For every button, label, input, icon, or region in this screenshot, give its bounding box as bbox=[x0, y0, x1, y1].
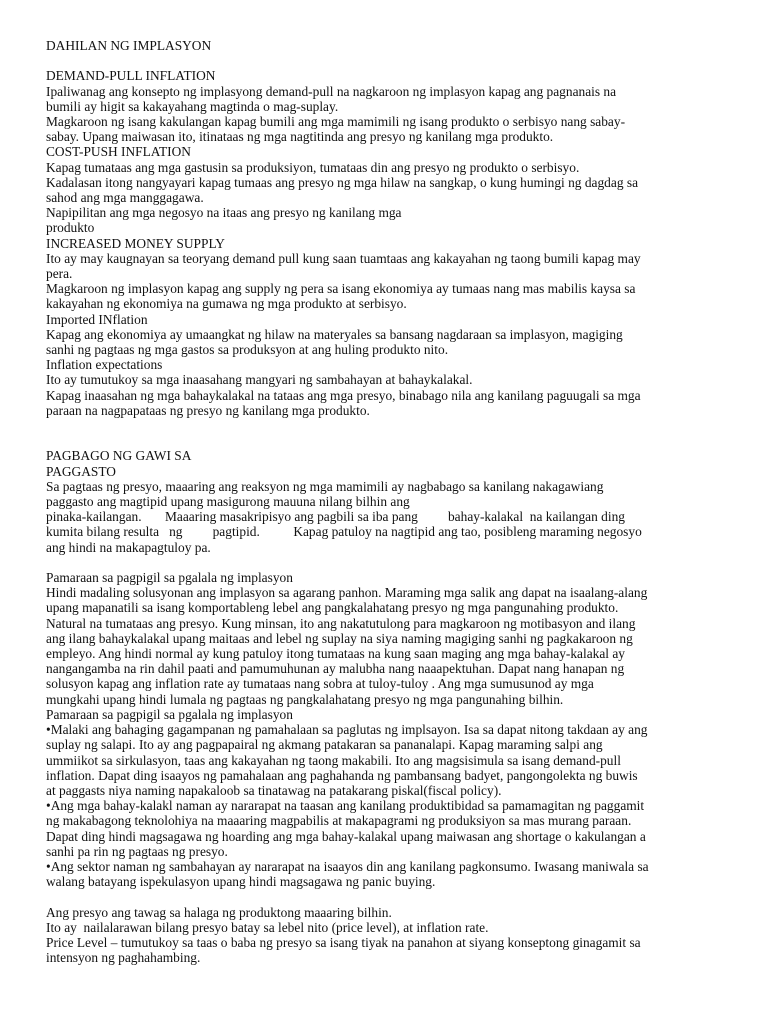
paragraph-line: Natural na tumataas ang presyo. Kung minsan, ito ang nakatutulong para magkaroon ng motibasyon and ilang bbox=[46, 615, 636, 631]
paragraph-line: sahod ang mga manggagawa. bbox=[46, 190, 204, 206]
paragraph-line: sabay. Upang maiwasan ito, itinataas ng mga nagtitinda ang presyo ng kanilang mga produkto. bbox=[46, 129, 554, 145]
paragraph-line: upang mapanatili sa isang komportableng lebel ang pangkalahatang presyo ng mga pangunahing produkto. bbox=[46, 600, 619, 616]
paragraph-line: Kapag ang ekonomiya ay umaangkat ng hilaw na materyales sa bansang nagdaraan sa implasyon, magiging bbox=[46, 326, 623, 342]
paragraph-line: empleyo. Ang hindi normal ay kung patuloy itong tumataas na kung saan maging ang mga bahay-kalakal ay bbox=[46, 646, 626, 662]
paragraph-line: kakayahan ng ekonomiya na gumawa ng mga produkto at serbisyo. bbox=[46, 296, 407, 312]
paragraph-line: pinaka-kailangan. Maaaring masakripisyo ang pagbili sa iba pang bahay-kalakal na kailangan ding bbox=[46, 509, 625, 525]
paragraph-line: sanhi ng pagtaas ng mga gastos sa produksyon at ang huling produkto nito. bbox=[46, 342, 449, 358]
paragraph-line: ng makabagong teknolohiya na maaaring magpabilis at makapagrami ng produksiyon sa mas murang paraan. bbox=[46, 813, 632, 829]
document-page bbox=[46, 38, 726, 965]
paragraph-line: Ipaliwanag ang konsepto ng implasyong demand-pull na nagkaroon ng implasyon kapag ang pagnanais na bbox=[46, 83, 617, 99]
section-heading: Inflation expectations bbox=[46, 357, 163, 373]
paragraph-line: kumita bilang resulta ng pagtipid. Kapag patuloy na nagtipid ang tao, posibleng maraming negosyo bbox=[46, 524, 642, 540]
paragraph-line: sanhi pa rin ng pagtaas ng presyo. bbox=[46, 843, 228, 859]
paragraph-line: ummiikot sa sirkulasyon, taas ang kakayahan ng taong makabili. Ito ang magsisimula sa isang demand-pull bbox=[46, 752, 621, 768]
paragraph-line: nangangamba na rin dahil paati and pamumuhunan ay malubha nang naaapektuhan. Dapat nang hanapan ng bbox=[46, 661, 625, 677]
paragraph-line: ang ilang bahaykalakal upang maitaas and lebel ng suplay na siya naming magiging sanhi ng pagkakaroon ng bbox=[46, 630, 633, 646]
section-heading: Pamaraan sa pagpigil sa pgalala ng implasyon bbox=[46, 706, 293, 722]
paragraph-line: solusyon kapag ang inflation rate ay tumataas nang sobra at tuloy-tuloy . Ang mga sumusunod ay mga bbox=[46, 676, 594, 692]
paragraph-line: •Ang mga bahay-kalakl naman ay nararapat na taasan ang kanilang produktibidad sa pamamagitan ng paggamit bbox=[46, 798, 645, 814]
paragraph-line: walang batayang ispekulasyon upang hindi magsagawa ng panic buying. bbox=[46, 874, 436, 890]
paragraph-line: at paggasts niya naming napakaloob sa tinatawag na patakarang piskal(fiscal policy). bbox=[46, 782, 502, 798]
paragraph-line: Kadalasan itong nangyayari kapag tumaas ang presyo ng mga hilaw na sangkap, o kung humingi ng dagdag sa bbox=[46, 174, 639, 190]
paragraph-line: Ito ay may kaugnayan sa teoryang demand pull kung saan tuamtaas ang kakayahan ng taong bumili kapag may bbox=[46, 250, 641, 266]
section-heading: COST-PUSH INFLATION bbox=[46, 144, 191, 160]
paragraph-line: bumili ay higit sa kakayahang magtinda o mag-suplay. bbox=[46, 98, 339, 114]
paragraph-line: Napipilitan ang mga negosyo na itaas ang presyo ng kanilang mga bbox=[46, 205, 402, 221]
paragraph-line: Kapag tumataas ang mga gastusin sa produksiyon, tumataas din ang presyo ng produkto o serbisyo. bbox=[46, 159, 580, 175]
paragraph-line: Price Level – tumutukoy sa taas o baba ng presyo sa isang tiyak na panahon at siyang konseptong ginagamit sa bbox=[46, 934, 641, 950]
section-heading: Pamaraan sa pagpigil sa pgalala ng implasyon bbox=[46, 570, 293, 586]
paragraph-line: Kapag inaasahan ng mga bahaykalakal na tataas ang mga presyo, binabago nila ang kanilang paguugali sa mga bbox=[46, 387, 641, 403]
section-heading: Imported INflation bbox=[46, 311, 148, 327]
section-heading: PAGGASTO bbox=[46, 463, 116, 479]
paragraph-line: Sa pagtaas ng presyo, maaaring ang reaksyon ng mga mamimili ay nagbabago sa kanilang nakagawiang bbox=[46, 478, 604, 494]
paragraph-line: pera. bbox=[46, 266, 73, 282]
paragraph-line: •Ang sektor naman ng sambahayan ay nararapat na isaayos din ang kanilang pagkonsumo. Iwasang maniwala sa bbox=[46, 858, 649, 874]
paragraph-line: Hindi madaling solusyonan ang implasyon sa agarang panhon. Maraming mga salik ang dapat na isaalang-alang bbox=[46, 585, 648, 601]
paragraph-line: paggasto ang magtipid upang masigurong mauuna nilang bilhin ang bbox=[46, 494, 410, 510]
paragraph-line: •Malaki ang bahaging gagampanan ng pamahalaan sa paglutas ng implsayon. Isa sa dapat nitong takdaan ay ang bbox=[46, 722, 648, 738]
section-heading: DEMAND-PULL INFLATION bbox=[46, 68, 216, 84]
paragraph-line: Ito ay tumutukoy sa mga inaasahang mangyari ng sambahayan at bahaykalakal. bbox=[46, 372, 473, 388]
paragraph-line: Magkaroon ng implasyon kapag ang supply ng pera sa isang ekonomiya ay tumaas nang mas mabilis kaysa sa bbox=[46, 281, 636, 297]
paragraph-line: suplay ng salapi. Ito ay ang pagpapairal ng akmang patakaran sa pananalapi. Kapag maraming salpi ang bbox=[46, 737, 603, 753]
paragraph-line: Dapat ding hindi magsagawa ng hoarding ang mga bahay-kalakal upang maiwasan ang shortage o kakulangan a bbox=[46, 828, 646, 844]
section-heading: PAGBAGO NG GAWI SA bbox=[46, 448, 192, 464]
section-heading: INCREASED MONEY SUPPLY bbox=[46, 235, 225, 251]
paragraph-line: produkto bbox=[46, 220, 95, 236]
paragraph-line: inflation. Dapat ding isaayos ng pamahalaan ang paghahanda ng pambansang badyet, pangongolekta ng buwis bbox=[46, 767, 638, 783]
paragraph-line: intensyon ng paghahambing. bbox=[46, 950, 201, 966]
paragraph-line: paraan na nagpapataas ng presyo ng kanilang mga produkto. bbox=[46, 402, 370, 418]
paragraph-line: mungkahi upang hindi lumala ng pagtaas ng pangkalahatang presyo ng mga pangunahing bilhin. bbox=[46, 691, 564, 707]
document-title: DAHILAN NG IMPLASYON bbox=[46, 38, 212, 53]
paragraph-line: Magkaroon ng isang kakulangan kapag bumili ang mga mamimili ng isang produkto o serbisyo nang sabay- bbox=[46, 114, 626, 129]
paragraph-line: ang hindi na makapagtuloy pa. bbox=[46, 539, 211, 555]
paragraph-line: Ito ay nailalarawan bilang presyo batay sa lebel nito (price level), at inflation rate. bbox=[46, 919, 489, 935]
paragraph-line: Ang presyo ang tawag sa halaga ng produktong maaaring bilhin. bbox=[46, 904, 392, 920]
